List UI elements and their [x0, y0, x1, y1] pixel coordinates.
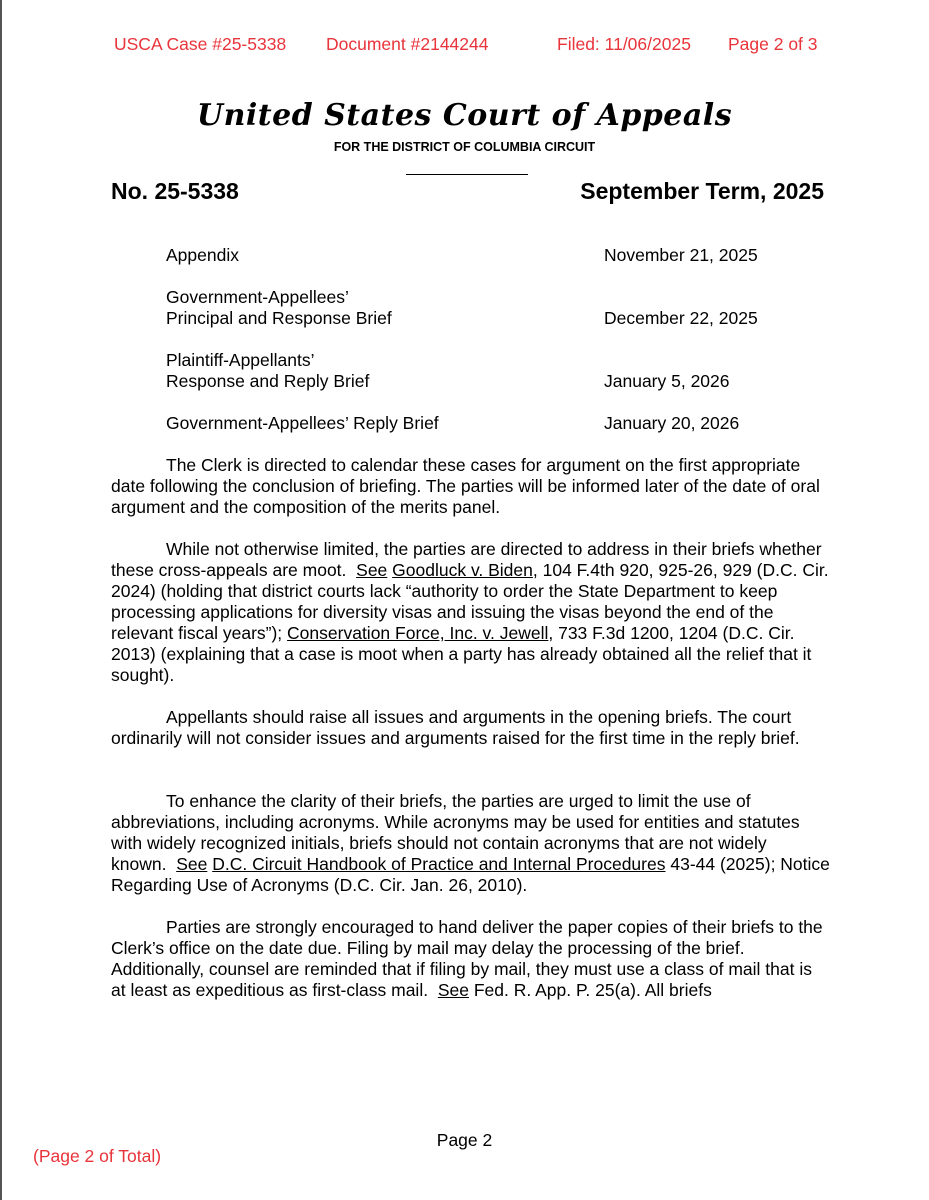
paragraph-appellants — [111, 707, 831, 749]
case-number: No. 25-5338 — [111, 178, 239, 204]
signal-see: See — [356, 560, 388, 580]
paragraph-text: 43-44 (2025); Notice Regarding Use of Acronyms (D.C. Cir. Jan. 26, 2010). — [111, 854, 830, 895]
case-citation: Conservation Force, Inc. v. Jewell — [287, 623, 549, 643]
schedule-item-label: Appendix — [166, 245, 239, 265]
page-number: Page 2 — [436, 1130, 493, 1150]
signal-see: See — [437, 980, 469, 1000]
signal-see: See — [176, 854, 208, 874]
schedule-item-label-cont: Response and Reply Brief — [166, 371, 370, 391]
schedule-item-date: January 20, 2026 — [604, 413, 740, 433]
paragraph-text: , 104 F.4th 920, 925-26, 929 (D.C. Cir. 2024) (holding that district courts lack “authority to order the State Department to keep processing applications for diversity visas and issuing the visas beyond the end of the relevant fiscal years”); — [111, 560, 829, 643]
page-edge-rule — [0, 0, 2, 1200]
court-term: September Term, 2025 — [580, 178, 824, 204]
paragraph-text: Fed. R. App. P. 25(a). All briefs — [473, 980, 712, 1000]
court-subtitle: FOR THE DISTRICT OF COLUMBIA CIRCUIT — [333, 140, 596, 154]
paragraph-text: , 733 F.3d 1200, 1204 (D.C. Cir. 2013) (explaining that a case is moot when a party has already obtained all the relief that it sought). — [111, 623, 812, 685]
schedule-item-date: December 22, 2025 — [604, 308, 758, 328]
paragraph-text: To enhance the clarity of their briefs, the parties are urged to limit the use of abbreviations, including acronyms. While acronyms may be used for entities and statutes with widely recognized initials, briefs should not contain acronyms that are not widely known. — [111, 791, 800, 874]
heading-rule — [406, 174, 528, 175]
paragraph-acronyms — [111, 791, 831, 896]
paragraph-text: The Clerk is directed to calendar these cases for argument on the first appropriate date following the conclusion of briefing. The parties will be informed later of the date of oral argument and the composition of the merits panel. — [111, 455, 820, 517]
paragraph-calendar — [111, 455, 831, 518]
schedule-item-label: Plaintiff-Appellants’ — [166, 350, 315, 370]
header-document-number: Document #2144244 — [326, 34, 489, 54]
paragraph-text: Appellants should raise all issues and arguments in the opening briefs. The court ordinarily will not consider issues and arguments raised for the first time in the reply brief. — [111, 707, 800, 748]
schedule-item-label-cont: Principal and Response Brief — [166, 308, 392, 328]
header-page-count: Page 2 of 3 — [728, 34, 818, 54]
schedule-item-label: Government-Appellees’ Reply Brief — [166, 413, 439, 433]
schedule-item-label: Government-Appellees’ — [166, 287, 349, 307]
paragraph-text: While not otherwise limited, the parties are directed to address in their briefs whether these cross-appeals are moot. — [111, 539, 822, 580]
court-title: United States Court of Appeals — [196, 98, 733, 133]
header-case-number: USCA Case #25-5338 — [114, 34, 287, 54]
handbook-citation: D.C. Circuit Handbook of Practice and Internal Procedures — [212, 854, 666, 874]
paragraph-filing — [111, 917, 831, 1001]
header-filed-date: Filed: 11/06/2025 — [557, 34, 691, 54]
schedule-item-date: January 5, 2026 — [604, 371, 730, 391]
paragraph-mootness — [111, 539, 831, 686]
paragraph-text: Parties are strongly encouraged to hand deliver the paper copies of their briefs to the Clerk’s office on the date due. Filing by mail may delay the processing of the brief. Additionally, counsel are reminded that if filing by mail, they must use a class of mail that is at least as expeditious as first-class mail. — [111, 917, 823, 1000]
case-citation: Goodluck v. Biden — [392, 560, 533, 580]
page-total-stamp: (Page 2 of Total) — [33, 1146, 162, 1166]
schedule-item-date: November 21, 2025 — [604, 245, 758, 265]
